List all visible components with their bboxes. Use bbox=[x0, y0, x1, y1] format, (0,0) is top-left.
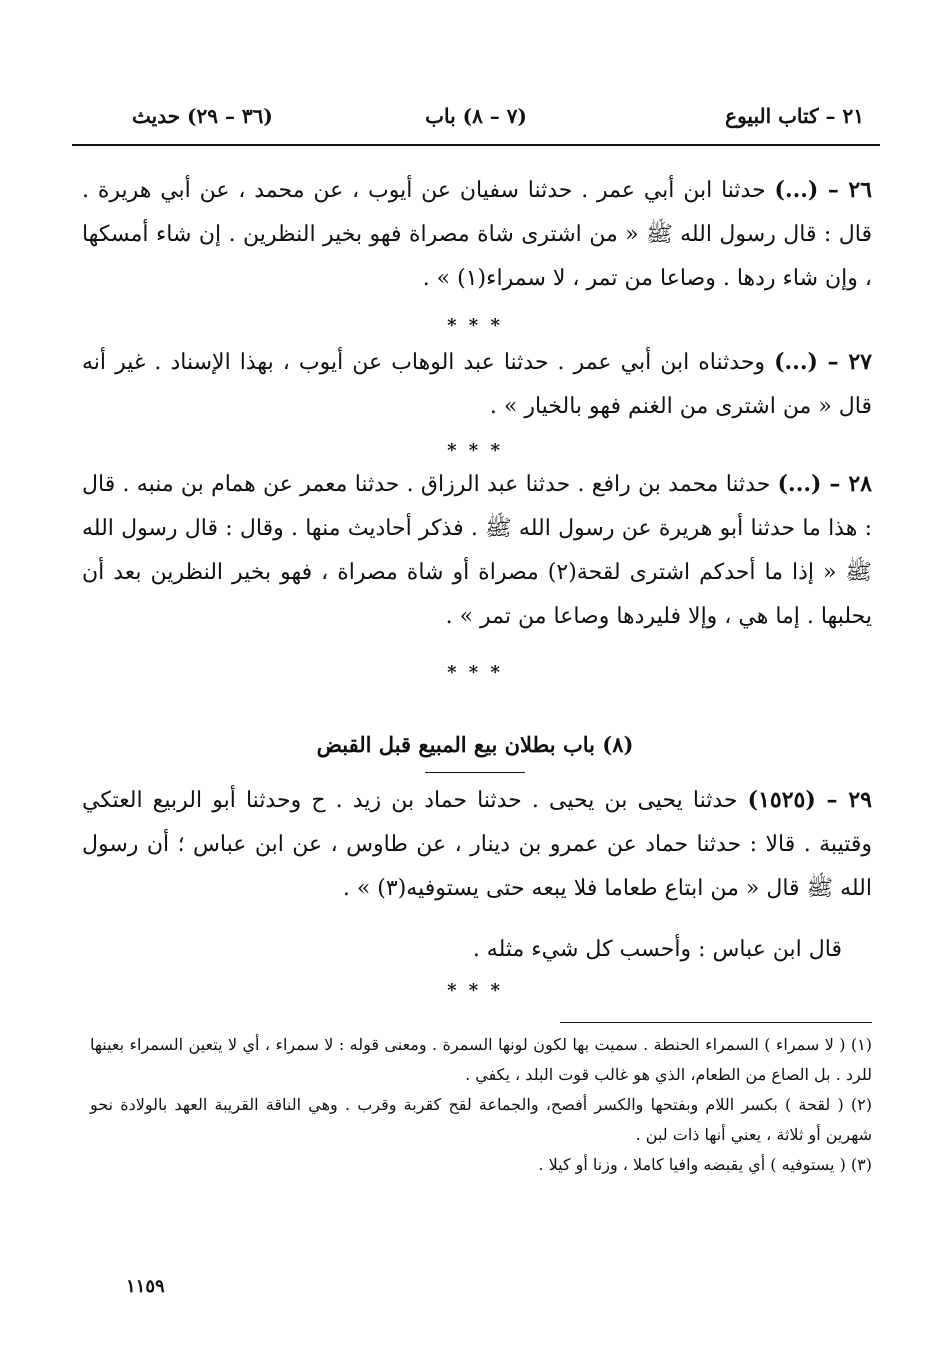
hadith-number: ٢٨ – (...) bbox=[777, 471, 872, 497]
hadith-number: ٢٦ – (...) bbox=[774, 177, 872, 203]
running-header bbox=[82, 102, 872, 138]
section-separator: * * * bbox=[447, 315, 503, 336]
hadith-26 bbox=[82, 168, 872, 301]
footnote-2: (٢) ( لقحة ) بكسر اللام وبفتحها والكسر أفصح، والجماعة لقح كقربة وقرب . وهي الناقة القريبة العهد بالولادة نحو شهرين أو ثلاثة ، يعني أنها ذات لبن . bbox=[90, 1095, 872, 1144]
section-separator: * * * bbox=[447, 440, 503, 461]
header-chapter-range: (٧ – ٨) باب bbox=[425, 104, 527, 128]
header-divider bbox=[72, 144, 880, 146]
page-number: ١١٥٩ bbox=[126, 1276, 165, 1297]
section-separator: * * * bbox=[447, 662, 503, 683]
chapter-underline bbox=[425, 772, 525, 773]
footnote-divider bbox=[560, 1022, 872, 1023]
hadith-text: حدثنا محمد بن رافع . حدثنا عبد الرزاق . حدثنا معمر عن همام بن منبه . قال : هذا ما حدثنا أبو هريرة عن رسول الله ﷺ . فذكر أحاديث منها . وقال : قال رسول الله ﷺ « إذا ما أحدكم اشترى لقحة(٢) مصراة أو شاة مصراة ، فهو بخير النظرين بعد أن يحلبها . إما هي ، وإلا فليردها وصاعا من تمر » . bbox=[82, 472, 872, 629]
chapter-heading: (٨) باب بطلان بيع المبيع قبل القبض bbox=[316, 732, 634, 757]
footnotes bbox=[90, 1030, 872, 1180]
header-book-title: ٢١ – كتاب البيوع bbox=[725, 104, 864, 128]
footnote-3: (٣) ( يستوفيه ) أي يقبضه وافيا كاملا ، وزنا أو كيلا . bbox=[538, 1155, 872, 1174]
hadith-number: ٢٩ – (١٥٢٥) bbox=[747, 787, 872, 813]
header-hadith-range: (٣٦ – ٢٩) حديث bbox=[132, 104, 273, 128]
ibn-abbas-remark: قال ابن عباس : وأحسب كل شيء مثله . bbox=[472, 937, 842, 962]
hadith-27 bbox=[82, 340, 872, 429]
section-separator: * * * bbox=[447, 980, 503, 1001]
footnote-1: (١) ( لا سمراء ) السمراء الحنطة . سميت بها لكون لونها السمرة . ومعنى قوله : لا سمراء ، أي لا يتعين السمراء بعينها للرد . بل الصاع من الطعام، الذي هو غالب قوت البلد ، يكفي . bbox=[90, 1035, 872, 1084]
hadith-number: ٢٧ – (...) bbox=[774, 349, 872, 375]
hadith-29-comment bbox=[82, 928, 872, 972]
hadith-text: وحدثناه ابن أبي عمر . حدثنا عبد الوهاب عن أيوب ، بهذا الإسناد . غير أنه قال « من اشترى من الغنم فهو بالخيار » . bbox=[82, 350, 872, 419]
hadith-29 bbox=[82, 778, 872, 911]
hadith-text: حدثنا يحيى بن يحيى . حدثنا حماد بن زيد . ح وحدثنا أبو الربيع العتكي وقتيبة . قالا : حدثنا حماد عن عمرو بن دينار ، عن طاوس ، عن ابن عباس ؛ أن رسول الله ﷺ قال « من ابتاع طعاما فلا يبعه حتى يستوفيه(٣) » . bbox=[82, 788, 872, 901]
hadith-text: حدثنا ابن أبي عمر . حدثنا سفيان عن أيوب ، عن محمد ، عن أبي هريرة . قال : قال رسول الله ﷺ « من اشترى شاة مصراة فهو بخير النظرين . إن شاء أمسكها ، وإن شاء ردها . وصاعا من تمر ، لا سمراء(١) » . bbox=[82, 178, 872, 291]
hadith-28 bbox=[82, 462, 872, 639]
